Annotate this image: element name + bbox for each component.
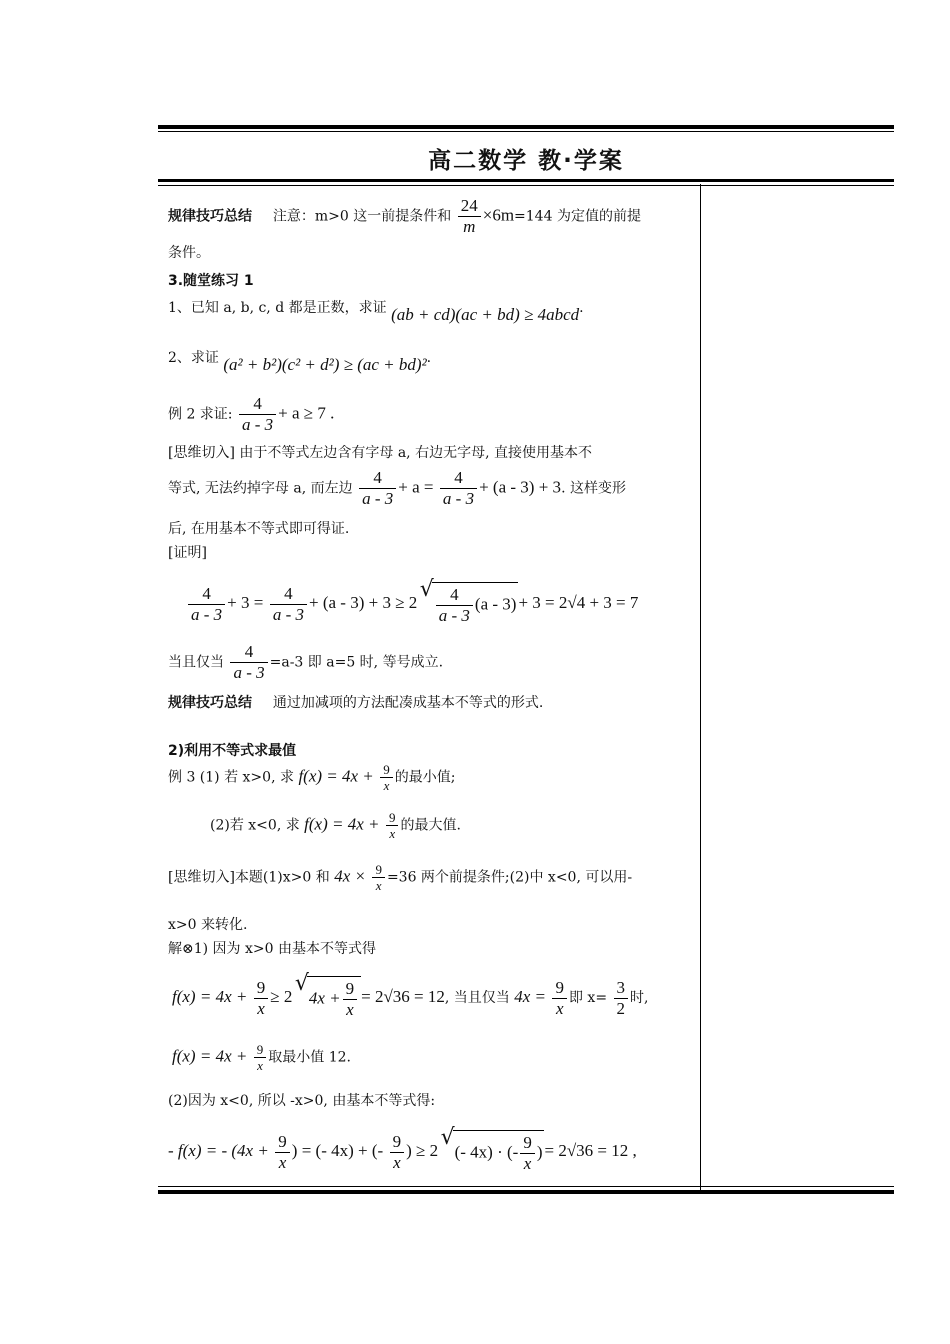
think-line-1: [思维切入] 由于不等式左边含有字母 a, 右边无字母, 直接使用基本不 xyxy=(168,445,592,461)
page-title: 高二数学 教·学案 xyxy=(428,148,624,174)
title-rule-thin xyxy=(158,185,894,186)
think-line-3: 后, 在用基本不等式即可得证. xyxy=(168,521,350,537)
solution-formula-2: - f(x) = - (4x + $\frac{9}{x}$ ) = (- 4x) + (- $\frac{9}{x}$ ) ≥ 2 √ (- 4x) · (- $\frac{9}{x}$ ) = 2√36 = 12 , xyxy=(168,1130,637,1174)
q1-formula: (ab + cd)(ac + bd) ≥ 4abcd xyxy=(391,305,580,324)
column-divider xyxy=(700,184,701,1190)
think-line-2: 等式, 无法约掉字母 a, 而左边 $\frac{4}{a - 3}$ + a = $\frac{4}{a - 3}$ + (a - 3) + 3. 这样变形 xyxy=(168,468,626,508)
q2-formula: (a² + b²)(c² + d²) ≥ (ac + bd)² xyxy=(223,355,427,374)
example-2: 例 2 求证: $\frac{4}{a - 3}$ + a ≥ 7 . xyxy=(168,394,335,434)
proof-formula: $\frac{4}{a - 3}$ + 3 = $\frac{4}{a - 3}$ + (a - 3) + 3 ≥ 2 √ $\frac{4}{a - 3}$ (a - 3) + 3 = 2√4 + 3 = 7 xyxy=(186,582,638,626)
example-3-1: 例 3 (1) 若 x>0, 求 f(x) = 4x + $\frac{9}{x}$ 的最小值; xyxy=(168,762,456,793)
tip-label: 规律技巧总结 xyxy=(168,208,252,225)
practice-heading: 3.随堂练习 1 xyxy=(168,273,254,289)
footer-rule-thin xyxy=(158,1186,894,1187)
think-part2-line2: x>0 来转化. xyxy=(168,917,248,933)
fraction-24-m: $\frac{24}{m}$ xyxy=(458,196,481,237)
fraction-4-over-a-3: $\frac{4}{a - 3}$ xyxy=(239,394,276,435)
tip-note: 注意：m>0 这一前提条件和 xyxy=(272,208,452,225)
solution-formula-1: f(x) = 4x + $\frac{9}{x}$ ≥ 2 √ 4x + $\frac{9}{x}$ = 2√36 = 12, 当且仅当 4x = $\frac{9}{x}$ 即 x= $\frac{3}{2}$ 时, xyxy=(172,976,648,1020)
part2-heading: 2)利用不等式求最值 xyxy=(168,743,297,759)
proof-label: [证明] xyxy=(168,545,207,561)
tip-note-line2: 条件。 xyxy=(168,245,210,261)
tip-summary-2: 规律技巧总结 通过加减项的方法配凑成基本不等式的形式. xyxy=(168,695,544,711)
sqrt-sign: √ $\frac{4}{a - 3}$ (a - 3) xyxy=(432,582,519,626)
title-rule-thick xyxy=(158,179,894,182)
min-value-line: f(x) = 4x + $\frac{9}{x}$ 取最小值 12. xyxy=(172,1042,352,1073)
practice-q2: 2、求证 (a² + b²)(c² + d²) ≥ (ac + bd)². xyxy=(168,350,432,374)
practice-q1: 1、已知 a, b, c, d 都是正数，求证 (ab + cd)(ac + bd) ≥ 4abcd. xyxy=(168,300,584,324)
example-3-2: (2)若 x<0, 求 f(x) = 4x + $\frac{9}{x}$ 的最大值. xyxy=(210,810,461,841)
equality-condition: 当且仅当 $\frac{4}{a - 3}$ =a-3 即 a=5 时, 等号成立. xyxy=(168,642,444,682)
solution-heading: 解⊗1) 因为 x>0 由基本不等式得 xyxy=(168,941,376,957)
header-rule-thick xyxy=(158,125,894,129)
part2-case-2: (2)因为 x<0, 所以 -x>0, 由基本不等式得: xyxy=(168,1093,436,1109)
header-rule-thin xyxy=(158,131,894,132)
footer-rule-thick xyxy=(158,1190,894,1194)
tip-summary-1: 规律技巧总结 注意：m>0 这一前提条件和 $\frac{24}{m}$ ×6m=144 为定值的前提 xyxy=(168,196,641,236)
think-part2-line1: [思维切入]本题(1)x>0 和 4x × $\frac{9}{x}$ =36 两个前提条件;(2)中 x<0, 可以用- xyxy=(168,862,633,893)
